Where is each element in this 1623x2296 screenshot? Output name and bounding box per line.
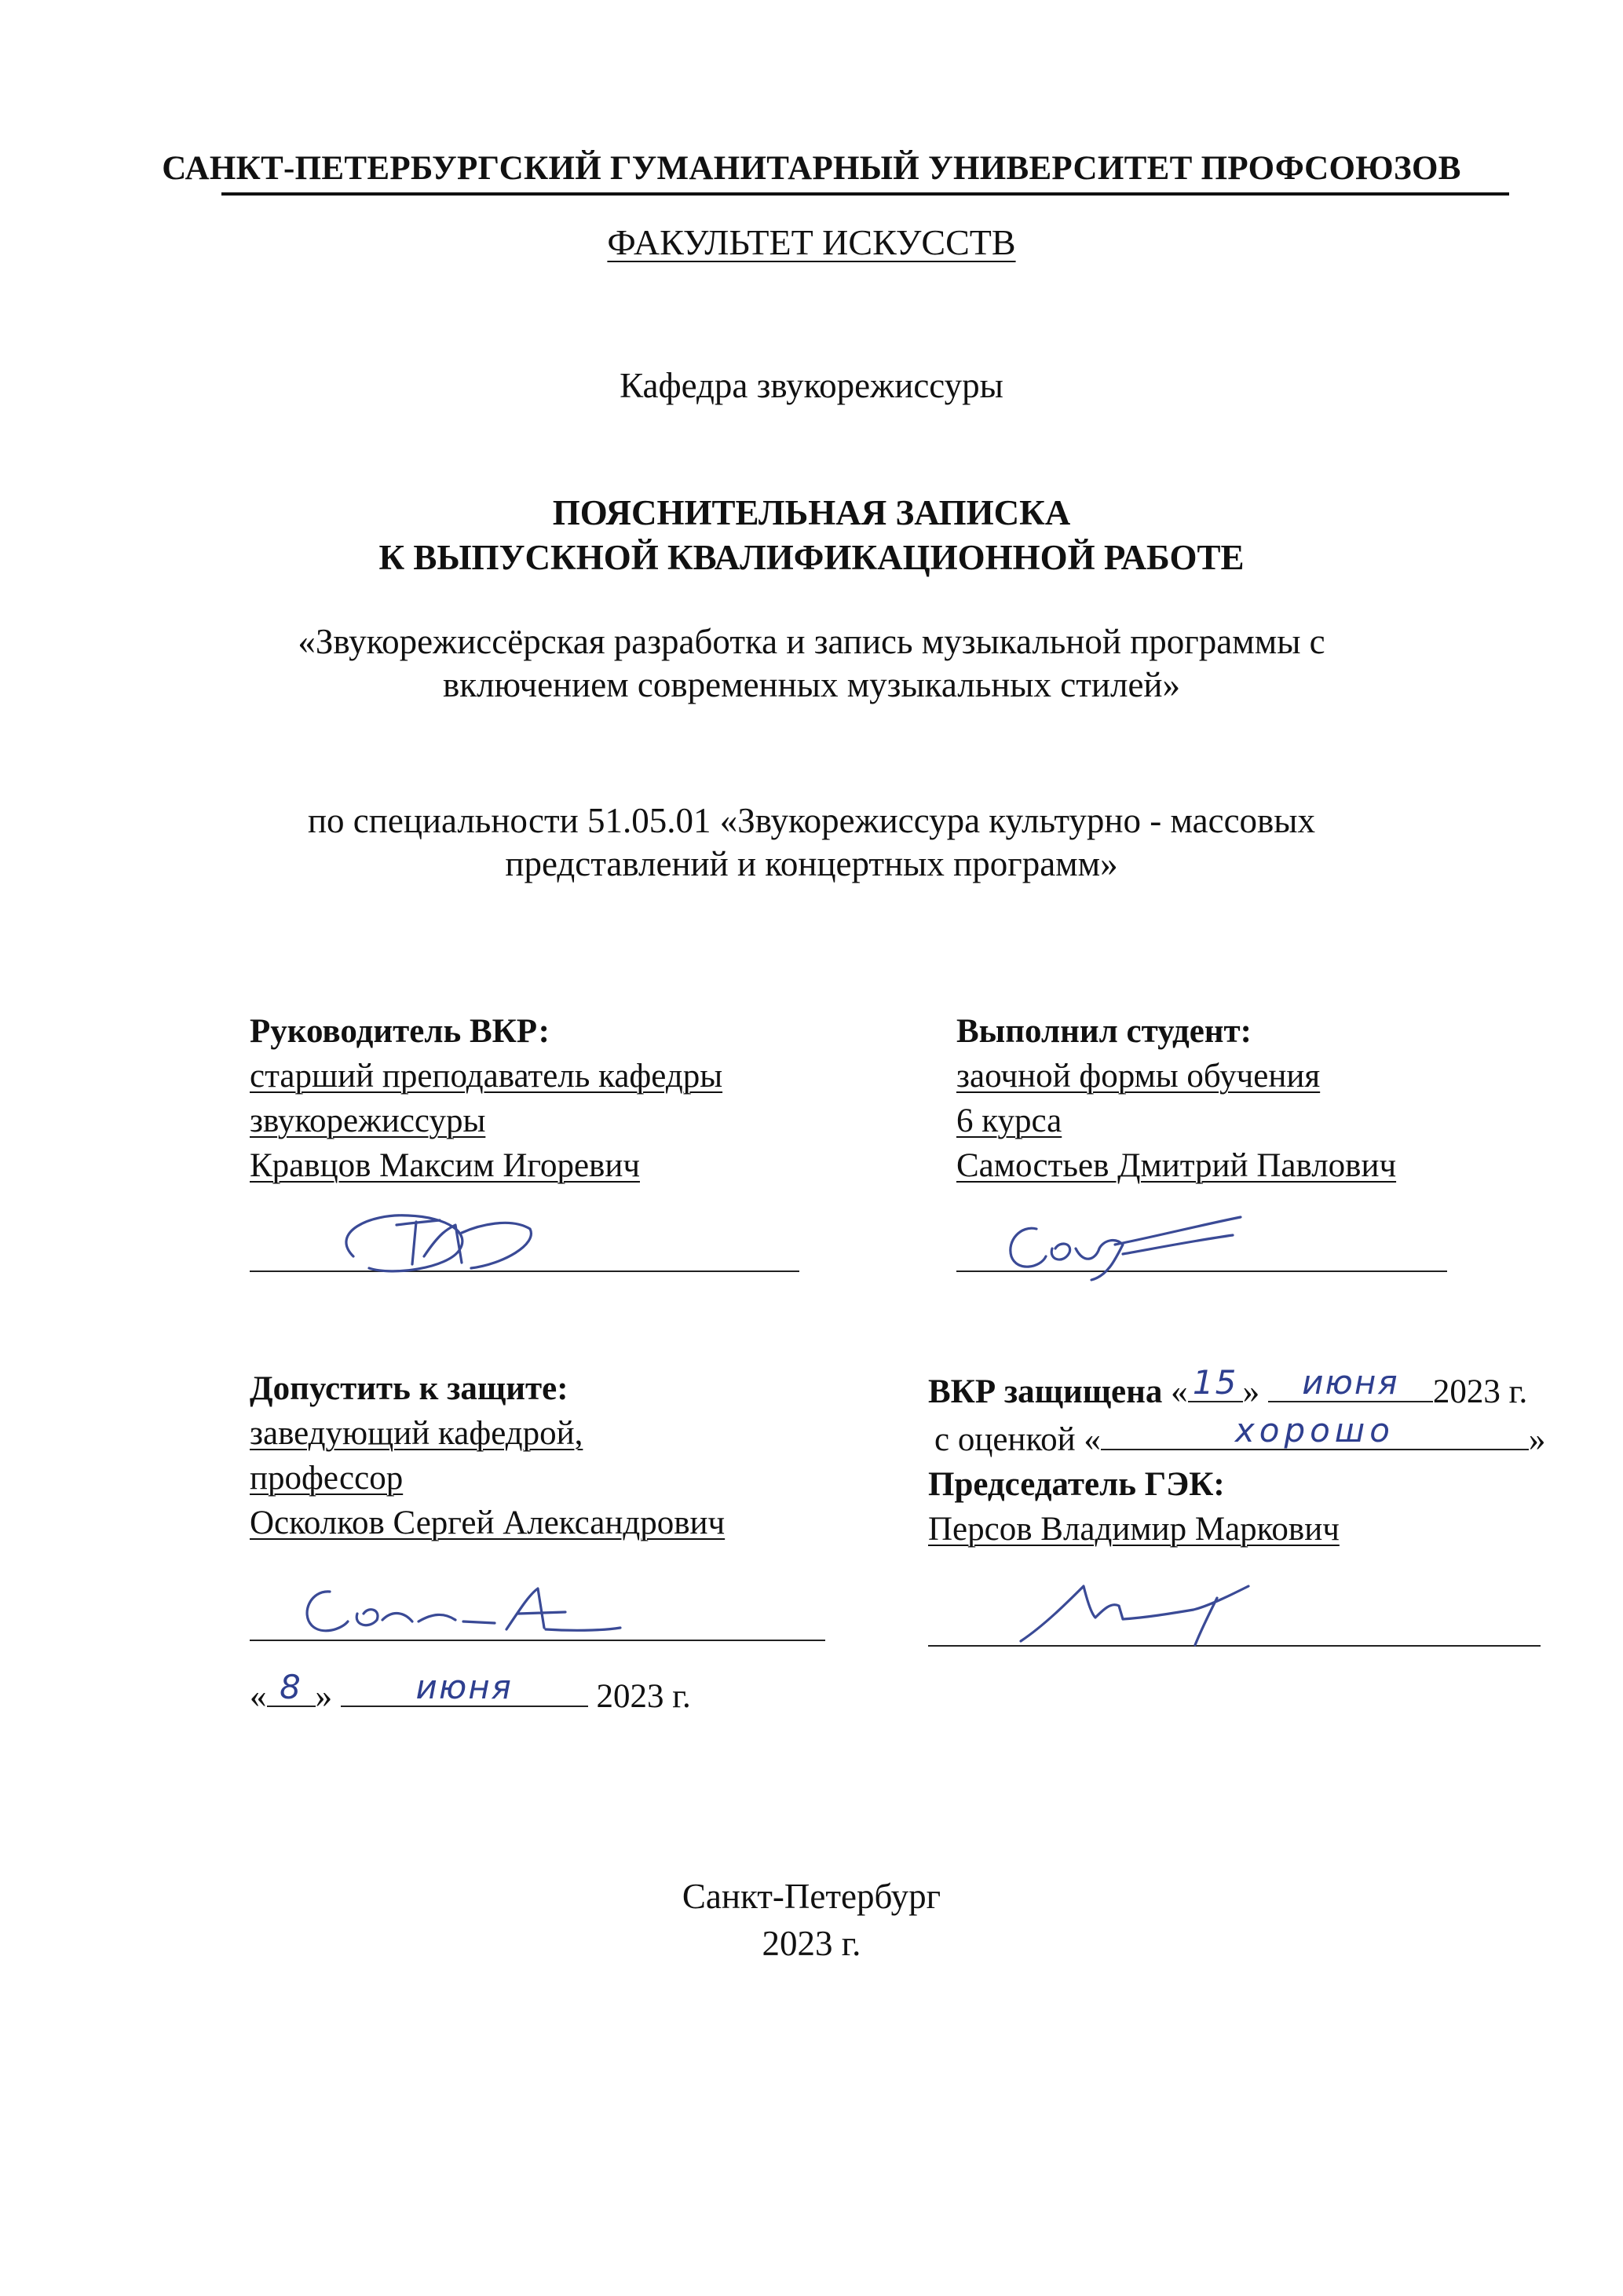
defense-month-field (1268, 1363, 1433, 1402)
admission-day: 8 (280, 1668, 302, 1706)
admission-month-field (341, 1668, 588, 1707)
specialty-line-2: представлений и концертных программ» (505, 844, 1118, 883)
title-line-1: ПОЯСНИТЕЛЬНАЯ ЗАПИСКА (552, 493, 1071, 532)
faculty-name: ФАКУЛЬТЕТ ИСКУССТВ (607, 222, 1016, 262)
supervisor-heading: Руководитель ВКР: (250, 1013, 550, 1050)
supervisor-position-1: старший преподаватель кафедры (250, 1058, 723, 1095)
thesis-topic (0, 620, 1623, 707)
admission-year: 2023 г. (596, 1678, 691, 1715)
defense-date-row (928, 1363, 1603, 1414)
admission-position-1: заведующий кафедрой, (250, 1415, 583, 1452)
admission-signature (294, 1574, 624, 1645)
footer-city: Санкт-Петербург (682, 1877, 941, 1916)
admission-date (250, 1668, 815, 1719)
defense-grade-field (1101, 1411, 1529, 1450)
admission-block (250, 1366, 815, 1545)
footer-year: 2023 г. (762, 1924, 861, 1963)
defense-day: 15 (1192, 1363, 1238, 1402)
department-name: Кафедра звукорежиссуры (620, 366, 1003, 405)
student-block (956, 1009, 1506, 1188)
chair-signature (1013, 1570, 1272, 1649)
defense-grade: хорошо (1234, 1411, 1395, 1450)
supervisor-position-2: звукорежиссуры (250, 1102, 486, 1139)
chair-name: Персов Владимир Маркович (928, 1511, 1340, 1548)
student-form: заочной формы обучения (956, 1058, 1321, 1095)
admission-date-close-quote: » (315, 1678, 332, 1715)
student-name: Самостьев Дмитрий Павлович (956, 1147, 1397, 1184)
defense-block (928, 1363, 1603, 1552)
student-course: 6 курса (956, 1102, 1062, 1139)
admission-date-open-quote: « (250, 1678, 267, 1715)
supervisor-block (250, 1009, 815, 1188)
university-name: САНКТ-ПЕТЕРБУРГСКИЙ ГУМАНИТАРНЫЙ УНИВЕРСИТЕТ ПРОФСОЮЗОВ (162, 150, 1461, 187)
supervisor-signature (322, 1201, 542, 1288)
supervisor-name: Кравцов Максим Игоревич (250, 1147, 640, 1184)
admission-position-2: профессор (250, 1460, 404, 1497)
defense-month: июня (1302, 1363, 1399, 1402)
admission-heading: Допустить к защите: (250, 1370, 568, 1407)
defense-grade-row (928, 1411, 1603, 1462)
chair-heading: Председатель ГЭК: (928, 1466, 1225, 1503)
topic-line-2: включением современных музыкальных стилей» (442, 665, 1181, 704)
admission-month: июня (415, 1668, 513, 1706)
specialty (0, 799, 1623, 886)
document-title (0, 491, 1623, 580)
defense-close-quote: » (1242, 1373, 1260, 1410)
topic-line-1: «Звукорежиссёрская разработка и запись музыкальной программы с (298, 622, 1325, 661)
defense-year: 2023 г. (1432, 1373, 1528, 1410)
student-heading: Выполнил студент: (956, 1013, 1252, 1050)
defense-day-field (1188, 1363, 1243, 1402)
specialty-line-1: по специальности 51.05.01 «Звукорежиссура культурно - массовых (307, 801, 1316, 840)
student-signature (997, 1205, 1256, 1284)
footer (0, 1873, 1623, 1967)
defense-grade-label: с оценкой « (934, 1421, 1101, 1458)
defense-heading: ВКР защищена (928, 1373, 1163, 1410)
title-line-2: К ВЫПУСКНОЙ КВАЛИФИКАЦИОННОЙ РАБОТЕ (378, 538, 1245, 577)
admission-day-field (267, 1668, 316, 1707)
admission-name: Осколков Сергей Александрович (250, 1504, 726, 1541)
defense-open-quote: « (1171, 1373, 1188, 1410)
defense-grade-close: » (1528, 1421, 1546, 1458)
university-underline (221, 192, 1509, 196)
